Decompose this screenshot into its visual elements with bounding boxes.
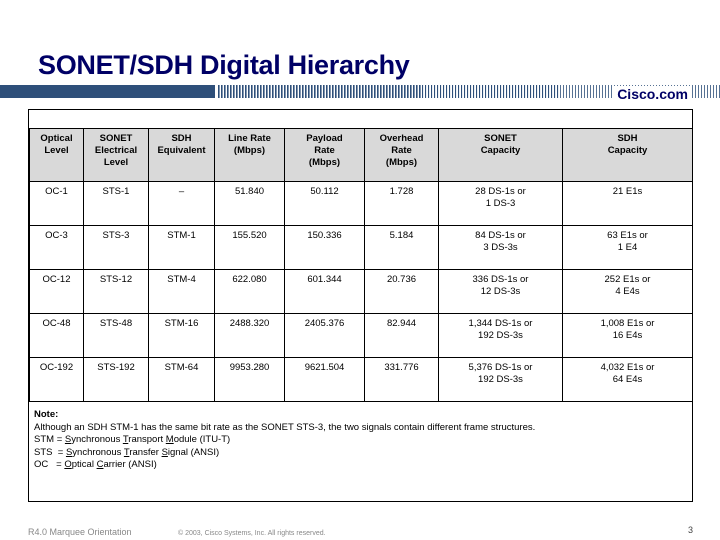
rule-stripe [323,85,325,98]
rule-stripe [245,85,247,98]
definition-word: ynchronous [71,434,123,445]
column-header [439,129,563,182]
table-cell [215,358,285,402]
rule-stripe [407,85,409,98]
cell-line: Line Rate [228,133,271,144]
cell-line: Rate [391,145,412,156]
table-cell [563,270,693,314]
definition-initial: T [123,446,130,458]
rule-stripe [491,85,492,98]
table-cell [149,314,215,358]
rule-stripe [218,85,220,98]
cell-line: SDH [617,133,638,144]
definition-abbr: OC = [34,459,65,470]
rule-stripe [374,85,376,98]
table-cell [285,314,365,358]
rule-stripe [596,85,597,98]
rule-stripe [221,85,223,98]
rule-stripe [569,85,570,98]
cell-line: 1.728 [389,186,414,197]
rule-stripe [563,85,564,98]
rule-stripe [362,85,364,98]
table-cell [563,182,693,226]
rule-stripe [320,85,322,98]
rule-stripe [479,85,480,98]
rule-stripe [281,85,283,98]
rule-stripe [503,85,504,98]
rule-stripe [695,85,696,98]
definition-word: ynchronous [72,446,124,458]
note-block [34,409,684,472]
cell-line: 82.944 [386,318,417,329]
rule-stripe [296,85,298,98]
column-header [285,129,365,182]
cell-line: OC-12 [42,274,71,285]
rule-stripe [587,85,588,98]
rule-stripe [560,85,561,98]
rule-stripe [545,85,546,98]
cell-line: 336 DS-1s or [472,274,529,285]
rule-stripe [251,85,253,98]
rule-stripe [701,85,702,98]
table-cell [84,314,149,358]
rule-stripe [536,85,537,98]
rule-stripe [497,85,498,98]
table-cell [30,182,84,226]
footer-presentation-title: R4.0 Marquee Orientation [28,527,132,537]
footer-copyright: © 2003, Cisco Systems, Inc. All rights reserved. [178,530,326,537]
rule-stripe [554,85,555,98]
rule-stripe [302,85,304,98]
rule-stripe [452,85,453,98]
cell-line: 4,032 E1s or [600,362,655,373]
cell-line: STM-1 [167,230,196,241]
rule-stripe [278,85,280,98]
rule-stripe [440,85,441,98]
rule-stripe [485,85,486,98]
rule-stripe [269,85,271,98]
header-rule-graphic [0,84,720,100]
definition-initial: S [65,446,73,458]
rule-stripe [518,85,519,98]
table-cell [30,270,84,314]
definition-word: ptical [71,459,97,470]
rule-stripe [257,85,259,98]
table-cell [149,226,215,270]
rule-stripe [233,85,235,98]
table-cell [365,226,439,270]
cell-line: STS-1 [102,186,130,197]
rule-stripe [359,85,361,98]
table-cell [439,358,563,402]
cell-line: Level [44,145,69,156]
rule-stripe [470,85,471,98]
table-cell [285,182,365,226]
cell-line: STS-192 [97,362,135,373]
rule-stripe [266,85,268,98]
rule-stripe [602,85,603,98]
table-cell [439,226,563,270]
rule-stripe [428,85,429,98]
rule-stripe [308,85,310,98]
cell-line: 21 E1s [612,186,643,197]
table-cell [30,226,84,270]
cell-line: 622.080 [232,274,267,285]
rule-stripe [566,85,567,98]
definition-initial: S [64,434,72,445]
cell-line: SDH [171,133,192,144]
cell-line: SONET [484,133,517,144]
cell-line: OC-1 [45,186,68,197]
rule-stripe [467,85,468,98]
hierarchy-table [29,128,693,402]
rule-stripe [425,85,426,98]
cell-line: Payload [306,133,343,144]
rule-solid-band [0,85,215,98]
rule-stripe [353,85,355,98]
rule-stripe [344,85,346,98]
rule-stripe [500,85,501,98]
cell-line: (Mbps) [385,157,418,168]
cell-line: 192 DS-3s [478,330,523,341]
cell-line: (Mbps) [233,145,266,156]
table-cell [30,358,84,402]
rule-stripe [389,85,391,98]
rule-stripe [263,85,265,98]
table-row [30,182,693,226]
table-cell [215,182,285,226]
cell-line: 16 E4s [612,330,643,341]
slide-title: SONET/SDH Digital Hierarchy [38,50,410,80]
rule-stripe [311,85,313,98]
rule-stripe [692,85,693,98]
table-cell [149,358,215,402]
cell-line: 9621.504 [304,362,345,373]
rule-stripe [341,85,343,98]
table-cell [84,182,149,226]
rule-stripe [347,85,349,98]
definition-line [34,447,684,460]
rule-stripe [338,85,340,98]
table-cell [84,358,149,402]
cell-line: STM-16 [164,318,199,329]
header-rule-bar [0,84,720,100]
rule-stripe [533,85,534,98]
definition-abbr: STS = [34,446,66,458]
cell-line: 331.776 [384,362,419,373]
table-row [30,314,693,358]
rule-stripe [716,85,717,98]
rule-stripe [608,85,609,98]
rule-stripe [224,85,226,98]
rule-stripe [350,85,352,98]
cell-line: 64 E4s [612,374,643,385]
rule-stripe [377,85,379,98]
cell-line: Optical [40,133,73,144]
rule-stripe [305,85,307,98]
rule-stripe [272,85,274,98]
cell-line: – [178,186,185,197]
rule-stripe [335,85,337,98]
definition-word: odule (ITU-T) [173,434,231,445]
rule-stripe [314,85,316,98]
table-cell [439,270,563,314]
table-cell [215,270,285,314]
column-header [215,129,285,182]
rule-stripe [293,85,295,98]
brand-logo: Cisco.com [613,86,690,102]
table-cell [285,358,365,402]
cell-line: STS-48 [99,318,133,329]
rule-stripe [461,85,462,98]
cell-line: 1 DS-3 [485,198,516,209]
cell-line: 5.184 [389,230,414,241]
table-row [30,358,693,402]
note-title: Note: [34,409,59,420]
definition-initial: O [64,459,72,470]
column-header [563,129,693,182]
table-cell [149,182,215,226]
rule-stripe [284,85,286,98]
rule-stripe [557,85,558,98]
rule-stripe [551,85,552,98]
cell-line: OC-48 [42,318,71,329]
rule-stripe [605,85,606,98]
cell-line: 1,008 E1s or [600,318,655,329]
cell-line: Level [103,157,129,168]
rule-stripe [365,85,367,98]
rule-stripe [242,85,244,98]
definition-word: ransport [128,434,166,445]
rule-stripe [419,85,421,98]
cell-line: 601.344 [307,274,342,285]
table-cell [285,270,365,314]
rule-stripe [326,85,328,98]
table-cell [30,314,84,358]
rule-stripe [506,85,507,98]
note-definitions [34,434,684,472]
definition-initial: T [122,434,129,445]
rule-stripe [515,85,516,98]
column-header [30,129,84,182]
rule-stripe [329,85,331,98]
cell-line: OC-192 [39,362,74,373]
rule-stripe [260,85,262,98]
rule-stripe [248,85,250,98]
rule-stripe [299,85,301,98]
table-cell [563,314,693,358]
cell-line: Rate [314,145,335,156]
note-text: Although an SDH STM-1 has the same bit rate as the SONET STS-3, the two signals contain different frame structures. [34,421,536,433]
cell-line: SONET [99,133,133,144]
rule-stripe [368,85,370,98]
rule-stripe [437,85,438,98]
rule-stripe [392,85,394,98]
rule-stripe [572,85,573,98]
rule-stripe [371,85,373,98]
cell-line: 20.736 [386,274,417,285]
rule-stripe [227,85,229,98]
rule-stripe [548,85,549,98]
rule-stripe [287,85,289,98]
table-cell [149,270,215,314]
definition-line [34,459,684,472]
cell-line: 4 E4s [615,286,640,297]
definition-abbr: STM = [34,434,65,445]
rule-stripe [383,85,385,98]
table-cell [439,182,563,226]
cell-line: 12 DS-3s [480,286,521,297]
rule-stripe [275,85,277,98]
rule-stripe [521,85,522,98]
rule-stripe [710,85,711,98]
rule-stripe [473,85,474,98]
cell-line: OC-3 [45,230,68,241]
rule-stripe [410,85,412,98]
rule-stripe [230,85,232,98]
table-cell [365,182,439,226]
rule-stripe [476,85,477,98]
rule-stripe [290,85,292,98]
cell-line: 1 E4 [617,242,638,253]
definition-word: arrier (ANSI) [103,459,157,470]
rule-stripe [464,85,465,98]
rule-stripe [524,85,525,98]
table-body [30,182,693,402]
rule-stripe [704,85,705,98]
page-number: 3 [687,525,693,535]
cell-line: STM-4 [167,274,196,285]
rule-stripe [236,85,238,98]
cell-line: STM-64 [164,362,199,373]
rule-stripe [593,85,594,98]
rule-stripe [509,85,510,98]
cell-line: 63 E1s or [607,230,648,241]
rule-stripe [527,85,528,98]
rule-stripe [356,85,358,98]
cell-line: 28 DS-1s or [475,186,526,197]
definition-initial: M [165,434,174,445]
rule-stripe [530,85,531,98]
table-cell [365,314,439,358]
rule-stripe [395,85,397,98]
rule-stripe [401,85,403,98]
cell-line: 252 E1s or [604,274,651,285]
rule-stripe [713,85,714,98]
definition-line [34,434,684,447]
rule-stripe [416,85,418,98]
rule-stripe [317,85,319,98]
rule-stripe [578,85,579,98]
table-row [30,270,693,314]
rule-stripe [590,85,591,98]
cell-line: STS-12 [99,274,133,285]
rule-stripe [539,85,540,98]
cell-line: 3 DS-3s [483,242,518,253]
definition-word: ignal (ANSI) [167,446,220,458]
cell-line: 51.840 [234,186,265,197]
definition-initial: C [96,459,104,470]
cell-line: Electrical [94,145,138,156]
table-cell [285,226,365,270]
cell-line: STS-3 [102,230,130,241]
rule-stripe [254,85,256,98]
table-cell [563,358,693,402]
rule-stripe [575,85,576,98]
cell-line: Capacity [480,145,521,156]
rule-stripe [239,85,241,98]
column-header [365,129,439,182]
table-cell [439,314,563,358]
rule-stripe [542,85,543,98]
rule-stripe [404,85,406,98]
cell-line: Overhead [379,133,424,144]
cell-line: 155.520 [232,230,267,241]
rule-stripe [413,85,415,98]
cell-line: 1,344 DS-1s or [468,318,533,329]
rule-stripe [581,85,582,98]
table-cell [84,226,149,270]
rule-stripe [449,85,450,98]
column-header [149,129,215,182]
cell-line: 2405.376 [304,318,345,329]
table-cell [215,226,285,270]
rule-stripe [332,85,334,98]
rule-stripe [386,85,388,98]
definition-word: ransfer [129,446,162,458]
rule-stripe [443,85,444,98]
rule-stripe [584,85,585,98]
table-cell [84,270,149,314]
cell-line: Capacity [607,145,648,156]
cell-line: 84 DS-1s or [475,230,526,241]
column-header [84,129,149,182]
rule-stripe [380,85,382,98]
rule-stripe [482,85,483,98]
cell-line: 192 DS-3s [478,374,523,385]
table-cell [563,226,693,270]
rule-stripe [434,85,435,98]
rule-stripe [398,85,400,98]
rule-stripe [455,85,456,98]
table-cell [365,358,439,402]
rule-stripe [446,85,447,98]
definition-initial: S [161,446,168,458]
cell-line: 5,376 DS-1s or [468,362,533,373]
table-cell [215,314,285,358]
rule-stripe [494,85,495,98]
rule-stripe [422,85,423,98]
rule-stripe [458,85,459,98]
rule-stripe [599,85,600,98]
cell-line: 50.112 [310,186,339,197]
rule-stripe [707,85,708,98]
rule-stripe [488,85,489,98]
cell-line: 150.336 [307,230,342,241]
rule-stripe [512,85,513,98]
cell-line: 9953.280 [229,362,270,373]
table-cell [365,270,439,314]
cell-line: (Mbps) [308,157,341,168]
rule-stripe [698,85,699,98]
cell-line: Equivalent [157,145,206,156]
cell-line: 2488.320 [229,318,270,329]
rule-stripe [611,85,612,98]
table-header-row [30,129,693,182]
table-row [30,226,693,270]
rule-stripe [431,85,432,98]
